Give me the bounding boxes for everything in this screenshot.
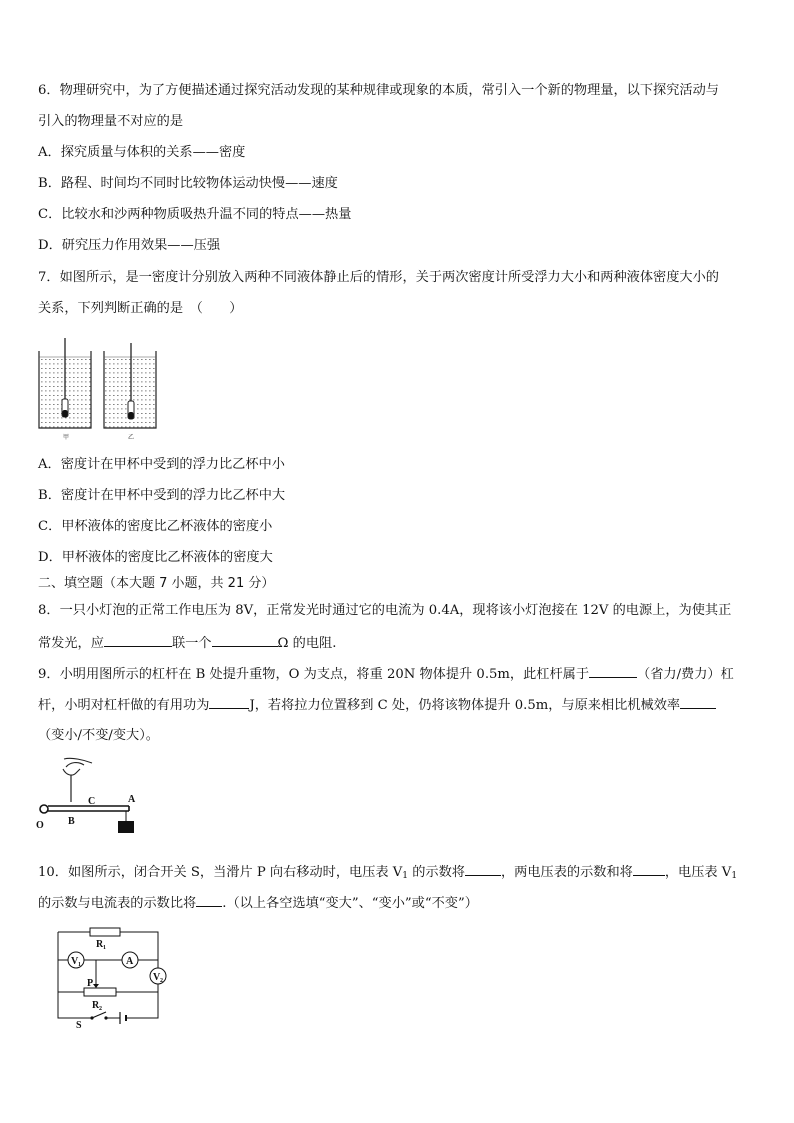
- q6-option-a: A．探究质量与体积的关系——密度: [38, 145, 246, 160]
- q9-stem-line1: 9．小明用图所示的杠杆在 B 处提升重物，O 为支点，将重 20N 物体提升 0.5m，此杠杆属于 （省力/费力）杠: [38, 667, 734, 682]
- r1-label: R: [96, 939, 104, 950]
- q9-blank-useful-work[interactable]: [209, 696, 249, 709]
- s-label: S: [76, 1020, 82, 1031]
- q10-blank-sum[interactable]: [633, 863, 665, 876]
- q8-stem-line2: 常发光，应 联一个 Ω 的电阻.: [38, 636, 337, 651]
- slider-arrow-icon: [93, 984, 99, 988]
- q9-blank-efficiency[interactable]: [680, 696, 716, 709]
- label-C: C: [88, 796, 96, 807]
- label-B: B: [68, 816, 75, 827]
- q6-option-d: D．研究压力作用效果——压强: [38, 238, 221, 253]
- section-title: 二、填空题（本大题 7 小题，共 21 分）: [38, 576, 275, 591]
- switch-icon: [92, 1012, 106, 1018]
- label-A: A: [128, 794, 136, 805]
- q6-stem-line2: 引入的物理量不对应的是: [38, 114, 184, 129]
- label-yi: 乙: [128, 434, 135, 441]
- label-jia: 甲: [63, 434, 70, 441]
- q8-stem-line1: 8．一只小灯泡的正常工作电压为 8V，正常发光时通过它的电流为 0.4A，现将该小灯泡接在 12V 的电源上，为使其正: [38, 603, 732, 618]
- q10-blank-ratio[interactable]: [196, 894, 222, 907]
- q10-blank-v1[interactable]: [465, 863, 501, 876]
- q10-stem-line1: 10．如图所示，闭合开关 S，当滑片 P 向右移动时，电压表 $V_1$ 的示数将 ，两电压表的示数和将 ，电压表 $V_1$: [38, 865, 738, 881]
- q7-option-d: D．甲杯液体的密度比乙杯液体的密度大: [38, 550, 273, 565]
- resistor-r1: [90, 928, 120, 936]
- q7-option-a: A．密度计在甲杯中受到的浮力比乙杯中小: [38, 457, 285, 472]
- v1-label: V: [71, 956, 79, 967]
- q6-option-c: C．比较水和沙两种物质吸热升温不同的特点——热量: [38, 207, 352, 222]
- label-O: O: [36, 820, 44, 831]
- svg-text:2: 2: [99, 1006, 102, 1012]
- q7-option-b: B．密度计在甲杯中受到的浮力比乙杯中大: [38, 488, 286, 503]
- q8-blank-connection[interactable]: [104, 634, 172, 647]
- svg-text:1: 1: [78, 962, 81, 968]
- lever-bar: [40, 805, 129, 813]
- q7-stem-line1: 7．如图所示，是一密度计分别放入两种不同液体静止后的情形，关于两次密度计所受浮力大小和两种液体密度大小的: [38, 270, 719, 285]
- hydrometer-figure: [36, 335, 160, 443]
- q9-stem-line3: （变小/不变/变大）。: [38, 728, 159, 743]
- lever-figure: [36, 757, 146, 835]
- p-label: P: [87, 978, 94, 989]
- q6-option-b: B．路程、时间均不同时比较物体运动快慢——速度: [38, 176, 338, 191]
- r2-label: R: [92, 1000, 100, 1011]
- q6-stem-line1: 6．物理研究中，为了方便描述通过探究活动发现的某种规律或现象的本质，常引入一个新的物理量，以下探究活动与: [38, 83, 719, 98]
- svg-text:2: 2: [160, 978, 163, 984]
- q9-stem-line2: 杆，小明对杠杆做的有用功为 J，若将拉力位置移到 C 处，仍将该物体提升 0.5m，与原来相比机械效率: [38, 696, 716, 715]
- ammeter-label: A: [126, 956, 134, 967]
- q10-stem-line2: 的示数与电流表的示数比将 .（以上各空选填“变大”、“变小”或“不变”）: [38, 896, 478, 911]
- q7-stem-line2: 关系，下列判断正确的是 （ ）: [38, 301, 243, 316]
- resistor-r2: [84, 988, 116, 996]
- v2-label: V: [153, 972, 161, 983]
- circuit-figure: [50, 922, 180, 1032]
- hanging-weight: [118, 811, 134, 833]
- q8-blank-resistance[interactable]: [212, 634, 278, 647]
- q9-blank-lever-type[interactable]: [589, 665, 637, 678]
- svg-text:1: 1: [103, 945, 106, 951]
- q7-option-c: C．甲杯液体的密度比乙杯液体的密度小: [38, 519, 273, 534]
